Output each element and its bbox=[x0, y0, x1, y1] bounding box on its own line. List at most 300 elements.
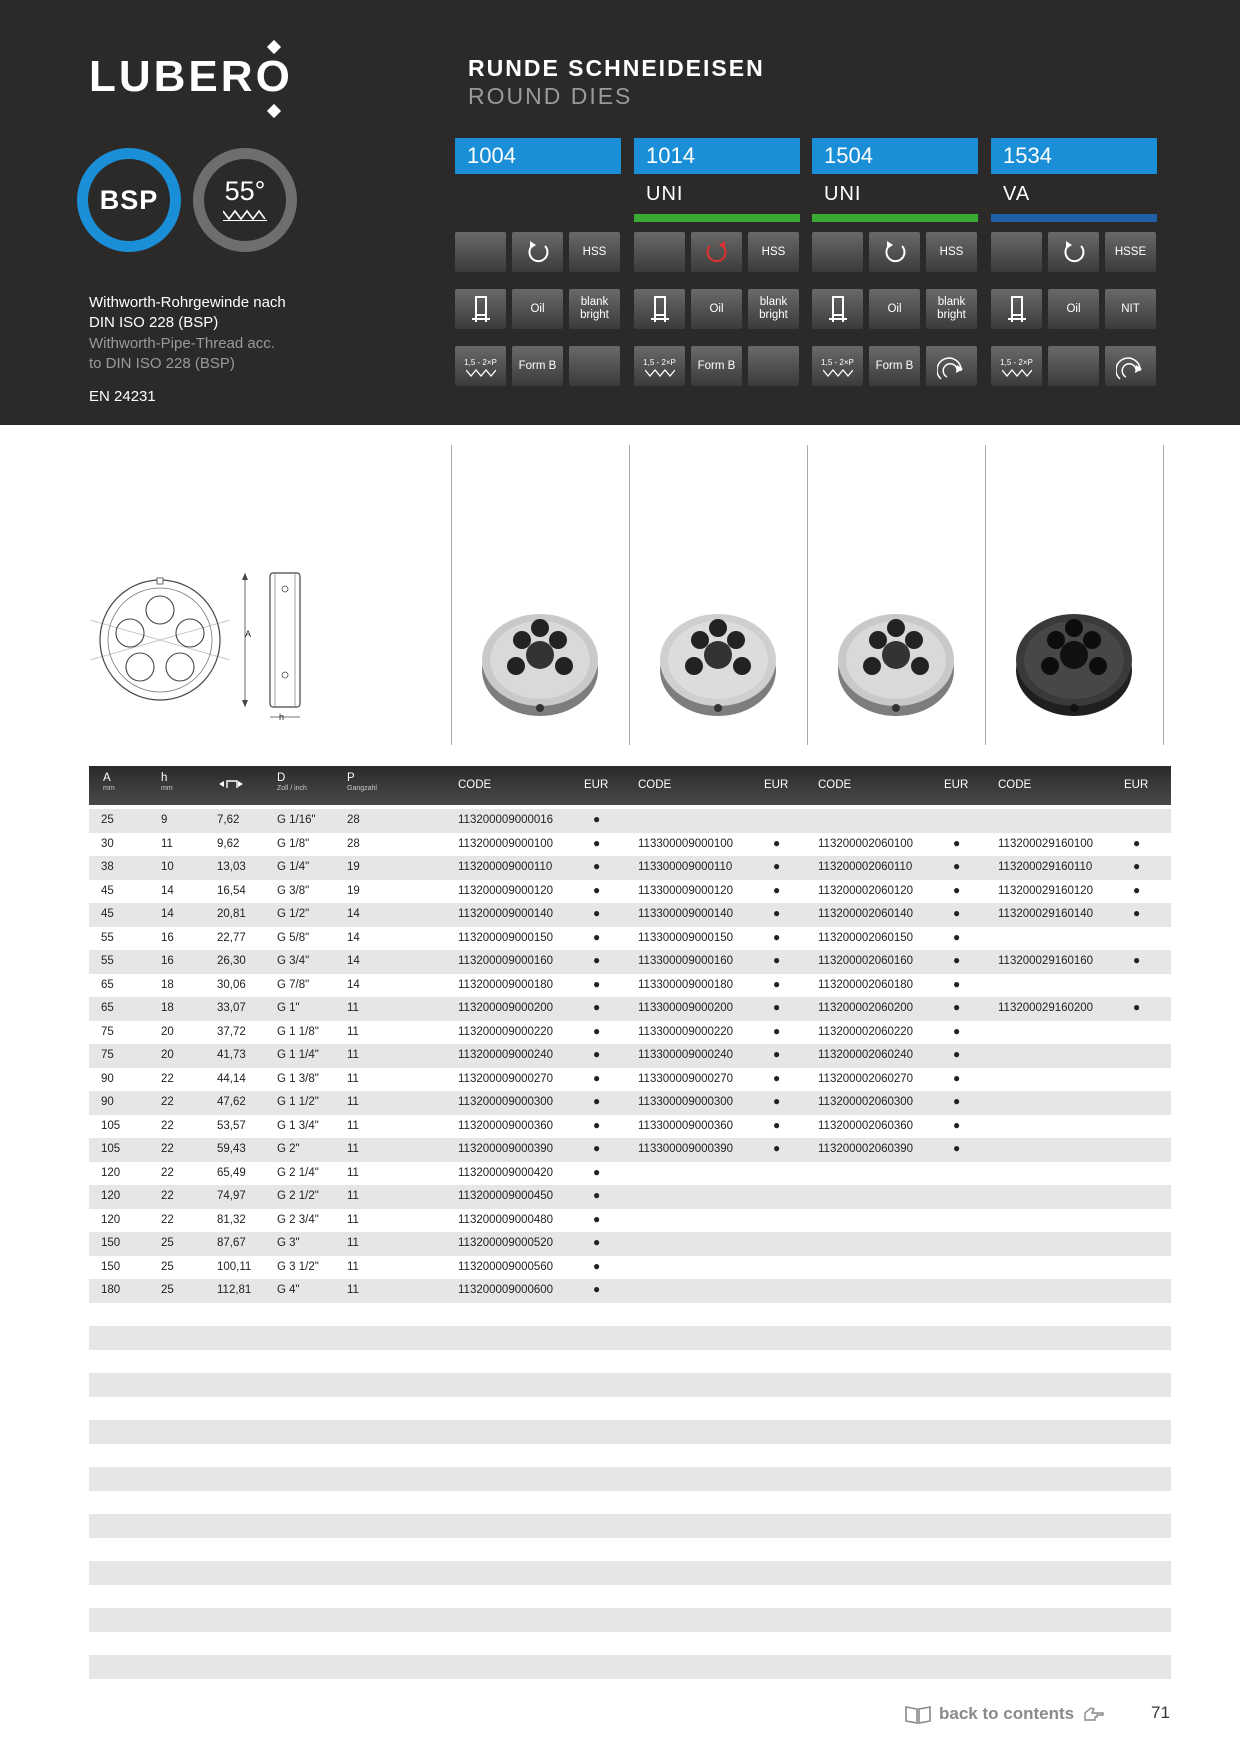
product-sub bbox=[455, 174, 621, 214]
cell-w: 81,32 bbox=[217, 1213, 246, 1226]
cell-d: G 1/2" bbox=[277, 908, 310, 920]
page-title-en: ROUND DIES bbox=[468, 83, 633, 109]
empty-icon bbox=[1048, 346, 1099, 386]
cell-a: 75 bbox=[101, 1025, 114, 1038]
cell-code: 113200009000120 bbox=[458, 884, 554, 897]
page-number: 71 bbox=[1151, 1703, 1170, 1722]
availability-dot: ● bbox=[773, 1047, 781, 1061]
product-1534 bbox=[991, 138, 1157, 386]
cell-code: 113200009000480 bbox=[458, 1213, 554, 1226]
table-row bbox=[89, 950, 1171, 974]
cell-d: G 1/16" bbox=[277, 814, 316, 826]
table-row bbox=[89, 1326, 1171, 1350]
availability-dot: ● bbox=[773, 1094, 781, 1108]
cell-code: 113200009000560 bbox=[458, 1260, 554, 1273]
thread-angle-badge bbox=[193, 148, 297, 252]
availability-dot: ● bbox=[1133, 859, 1141, 873]
cell-code: 113200009000450 bbox=[458, 1190, 554, 1202]
pitch-icon: 1,5 - 2×P bbox=[812, 346, 863, 386]
cell-h: 18 bbox=[161, 978, 174, 991]
cell-w: 33,07 bbox=[217, 1002, 246, 1014]
availability-dot: ● bbox=[1133, 906, 1141, 920]
table-row bbox=[89, 856, 1171, 880]
cell-a: 55 bbox=[101, 931, 114, 944]
availability-dot: ● bbox=[773, 835, 781, 850]
availability-dot: ● bbox=[593, 1094, 601, 1108]
cell-code: 113200009000110 bbox=[458, 861, 553, 873]
cell-d: G 7/8" bbox=[277, 978, 310, 991]
form-label: Form B bbox=[512, 346, 563, 386]
page-header bbox=[0, 0, 1240, 425]
cell-code: 113200002060220 bbox=[818, 1025, 914, 1038]
availability-dot: ● bbox=[593, 1000, 601, 1014]
table-row bbox=[89, 1091, 1171, 1115]
cell-a: 120 bbox=[101, 1213, 121, 1226]
cell-h: 20 bbox=[161, 1049, 174, 1061]
die-holder-icon bbox=[455, 289, 506, 329]
cell-w: 87,67 bbox=[217, 1237, 246, 1249]
cell-code: 113300009000110 bbox=[638, 861, 733, 873]
availability-dot: ● bbox=[593, 929, 601, 944]
availability-dot: ● bbox=[593, 1282, 601, 1296]
cell-code: 113300009000120 bbox=[638, 884, 734, 897]
product-code: 1504 bbox=[812, 138, 978, 174]
availability-dot: ● bbox=[773, 1023, 781, 1038]
table-row bbox=[89, 1420, 1171, 1444]
availability-dot: ● bbox=[953, 929, 961, 944]
empty-icon bbox=[569, 346, 620, 386]
thread-profile-icon bbox=[223, 209, 267, 221]
coating-label: blank bright bbox=[926, 289, 977, 329]
cell-code: 113300009000180 bbox=[638, 978, 734, 991]
cell-code: 113200009000420 bbox=[458, 1166, 554, 1179]
pitch-icon: 1,5 - 2×P bbox=[455, 346, 506, 386]
cell-code: 113200029160120 bbox=[998, 884, 1094, 897]
cell-w: 74,97 bbox=[217, 1190, 246, 1202]
table-row bbox=[89, 1138, 1171, 1162]
die-photo-1504 bbox=[834, 600, 959, 725]
col-code-1534: CODE bbox=[998, 779, 1032, 791]
cell-h: 22 bbox=[161, 1072, 174, 1085]
table-header bbox=[89, 766, 1171, 805]
table-row bbox=[89, 1632, 1171, 1656]
cell-d: G 4" bbox=[277, 1284, 300, 1296]
cell-p: 14 bbox=[347, 978, 360, 991]
dimension-h-label: h bbox=[279, 712, 285, 722]
product-code: 1014 bbox=[634, 138, 800, 174]
cell-code: 113200009000016 bbox=[458, 814, 554, 826]
cell-code: 113300009000270 bbox=[638, 1072, 734, 1085]
table-row bbox=[89, 1397, 1171, 1421]
cell-h: 22 bbox=[161, 1213, 174, 1226]
col-eur-1534: EUR bbox=[1124, 779, 1149, 791]
table-row bbox=[89, 974, 1171, 998]
dimension-a-label: A bbox=[245, 629, 252, 639]
availability-dot: ● bbox=[593, 882, 601, 897]
rotation-left-icon bbox=[691, 232, 742, 272]
product-1004 bbox=[455, 138, 621, 386]
cell-code: 113300009000200 bbox=[638, 1002, 734, 1014]
table-row bbox=[89, 1256, 1171, 1280]
cell-a: 150 bbox=[101, 1237, 121, 1249]
oil-label: Oil bbox=[512, 289, 563, 329]
product-code: 1004 bbox=[455, 138, 621, 174]
cell-d: G 1 1/4" bbox=[277, 1049, 319, 1061]
cell-h: 11 bbox=[161, 837, 173, 850]
cell-d: G 3/4" bbox=[277, 955, 310, 967]
col-a: A mm bbox=[103, 772, 115, 792]
col-p: P Gangzahl bbox=[347, 772, 377, 792]
cell-code: 113200002060240 bbox=[818, 1049, 914, 1061]
cell-p: 11 bbox=[347, 1260, 359, 1273]
product-1504 bbox=[812, 138, 978, 386]
material-label: HSS bbox=[569, 232, 620, 272]
cell-h: 20 bbox=[161, 1025, 174, 1038]
cell-p: 11 bbox=[347, 1119, 359, 1132]
cell-p: 11 bbox=[347, 1284, 359, 1296]
cell-code: 113200009000240 bbox=[458, 1049, 554, 1061]
cell-code: 113300009000300 bbox=[638, 1096, 734, 1108]
availability-dot: ● bbox=[953, 882, 961, 897]
cell-w: 47,62 bbox=[217, 1096, 246, 1108]
cell-p: 28 bbox=[347, 814, 360, 826]
cell-p: 11 bbox=[347, 1237, 359, 1249]
material-label: HSSE bbox=[1105, 232, 1156, 272]
availability-dot: ● bbox=[773, 859, 781, 873]
cell-p: 19 bbox=[347, 861, 360, 873]
cell-code: 113200009000150 bbox=[458, 931, 554, 944]
col-eur-1004: EUR bbox=[584, 779, 609, 791]
availability-dot: ● bbox=[953, 1000, 961, 1014]
cell-a: 45 bbox=[101, 884, 114, 897]
cell-code: 113200002060160 bbox=[818, 955, 914, 967]
availability-dot: ● bbox=[773, 953, 781, 967]
coating-label: blank bright bbox=[748, 289, 799, 329]
material-label: HSS bbox=[748, 232, 799, 272]
blank-icon bbox=[812, 232, 863, 272]
cell-p: 11 bbox=[347, 1166, 359, 1179]
cell-code: 113200002060390 bbox=[818, 1143, 914, 1155]
thread-type-badge bbox=[77, 148, 181, 252]
table-row bbox=[89, 1350, 1171, 1374]
table-row bbox=[89, 1561, 1171, 1585]
back-to-contents-link[interactable] bbox=[905, 1704, 1104, 1724]
table-row bbox=[89, 880, 1171, 904]
cell-h: 14 bbox=[161, 908, 174, 920]
cell-code: 113300009000140 bbox=[638, 908, 734, 920]
cell-h: 22 bbox=[161, 1143, 174, 1155]
cell-h: 9 bbox=[161, 814, 168, 826]
cell-code: 113200029160100 bbox=[998, 837, 1094, 850]
cell-d: G 5/8" bbox=[277, 931, 310, 944]
availability-dot: ● bbox=[1133, 882, 1141, 897]
cell-code: 113200029160200 bbox=[998, 1002, 1094, 1014]
table-row bbox=[89, 1162, 1171, 1186]
cell-p: 14 bbox=[347, 955, 360, 967]
cell-code: 113200009000360 bbox=[458, 1119, 554, 1132]
availability-dot: ● bbox=[593, 976, 601, 991]
cell-h: 22 bbox=[161, 1166, 174, 1179]
cell-d: G 1 1/8" bbox=[277, 1025, 319, 1038]
cell-code: 113200009000390 bbox=[458, 1143, 554, 1155]
table-row bbox=[89, 833, 1171, 857]
table-row bbox=[89, 1232, 1171, 1256]
availability-dot: ● bbox=[953, 1070, 961, 1085]
table-row bbox=[89, 1655, 1171, 1679]
availability-dot: ● bbox=[773, 1117, 781, 1132]
availability-dot: ● bbox=[953, 1117, 961, 1132]
cell-d: G 3/8" bbox=[277, 884, 310, 897]
cell-d: G 2 1/4" bbox=[277, 1166, 319, 1179]
availability-dot: ● bbox=[773, 1141, 781, 1155]
cell-d: G 1 3/4" bbox=[277, 1119, 319, 1132]
thread-type-label: BSP bbox=[99, 184, 159, 215]
cell-a: 45 bbox=[101, 908, 114, 920]
standard-en-number: EN 24231 bbox=[89, 388, 156, 405]
cell-code: 113300009000390 bbox=[638, 1143, 734, 1155]
cell-code: 113200002060270 bbox=[818, 1072, 914, 1085]
empty-icon bbox=[748, 346, 799, 386]
cell-code: 113200029160110 bbox=[998, 861, 1093, 873]
material-label: HSS bbox=[926, 232, 977, 272]
cell-code: 113300009000240 bbox=[638, 1049, 734, 1061]
cell-code: 113200009000220 bbox=[458, 1025, 554, 1038]
cell-d: G 3" bbox=[277, 1237, 300, 1249]
table-row bbox=[89, 809, 1171, 833]
cell-h: 22 bbox=[161, 1190, 174, 1202]
table-row bbox=[89, 1068, 1171, 1092]
die-technical-drawing bbox=[85, 565, 325, 730]
blank-icon bbox=[455, 232, 506, 272]
cell-code: 113200009000100 bbox=[458, 837, 554, 850]
cell-a: 90 bbox=[101, 1072, 114, 1085]
cell-code: 113200009000600 bbox=[458, 1284, 554, 1296]
spiral-icon bbox=[926, 346, 977, 386]
availability-dot: ● bbox=[953, 976, 961, 991]
table-row bbox=[89, 927, 1171, 951]
cell-code: 113200002060100 bbox=[818, 837, 914, 850]
cell-a: 25 bbox=[101, 814, 114, 826]
cell-w: 7,62 bbox=[217, 814, 240, 826]
cell-w: 13,03 bbox=[217, 861, 246, 873]
availability-dot: ● bbox=[773, 929, 781, 944]
cell-code: 113200002060180 bbox=[818, 978, 914, 991]
availability-dot: ● bbox=[953, 835, 961, 850]
form-label: Form B bbox=[691, 346, 742, 386]
cell-code: 113300009000220 bbox=[638, 1025, 734, 1038]
availability-dot: ● bbox=[593, 1023, 601, 1038]
cell-p: 11 bbox=[347, 1002, 359, 1014]
cell-h: 14 bbox=[161, 884, 174, 897]
cell-d: G 1" bbox=[277, 1002, 300, 1014]
cell-code: 113300009000100 bbox=[638, 837, 734, 850]
table-row bbox=[89, 1585, 1171, 1609]
availability-dot: ● bbox=[953, 953, 961, 967]
availability-dot: ● bbox=[953, 1094, 961, 1108]
cell-code: 113200002060200 bbox=[818, 1002, 914, 1014]
pitch-icon: 1,5 - 2×P bbox=[991, 346, 1042, 386]
cell-code: 113200009000270 bbox=[458, 1072, 554, 1085]
cell-p: 11 bbox=[347, 1072, 359, 1085]
availability-dot: ● bbox=[953, 1023, 961, 1038]
cell-code: 113200002060140 bbox=[818, 908, 914, 920]
cell-w: 20,81 bbox=[217, 908, 246, 920]
product-sub: UNI bbox=[824, 183, 862, 205]
availability-dot: ● bbox=[773, 882, 781, 897]
cell-p: 11 bbox=[347, 1143, 359, 1155]
cell-w: 112,81 bbox=[217, 1284, 252, 1296]
cell-code: 113200002060110 bbox=[818, 861, 913, 873]
oil-label: Oil bbox=[869, 289, 920, 329]
cell-w: 44,14 bbox=[217, 1072, 246, 1085]
cell-p: 11 bbox=[347, 1025, 359, 1038]
cell-h: 22 bbox=[161, 1096, 174, 1108]
cell-p: 19 bbox=[347, 884, 360, 897]
col-d: D Zoll / inch bbox=[277, 772, 307, 792]
availability-dot: ● bbox=[593, 1047, 601, 1061]
availability-dot: ● bbox=[593, 1188, 601, 1202]
availability-dot: ● bbox=[593, 906, 601, 920]
table-row bbox=[89, 1209, 1171, 1233]
cell-code: 113200029160160 bbox=[998, 955, 1094, 967]
spiral-icon bbox=[1105, 346, 1156, 386]
coating-label: blank bright bbox=[569, 289, 620, 329]
availability-dot: ● bbox=[593, 1141, 601, 1155]
die-photo-1014 bbox=[656, 600, 781, 725]
page-title-de: RUNDE SCHNEIDEISEN bbox=[468, 55, 765, 81]
standard-en: Withworth-Pipe-Thread acc. to DIN ISO 228 (BSP) bbox=[89, 335, 275, 372]
rotation-right-icon bbox=[1048, 232, 1099, 272]
table-row bbox=[89, 1467, 1171, 1491]
table-row bbox=[89, 1303, 1171, 1327]
cell-d: G 1 3/8" bbox=[277, 1072, 319, 1085]
availability-dot: ● bbox=[773, 906, 781, 920]
cell-h: 18 bbox=[161, 1002, 174, 1014]
cell-h: 16 bbox=[161, 955, 174, 967]
table-row bbox=[89, 1444, 1171, 1468]
cell-a: 65 bbox=[101, 978, 114, 991]
cell-a: 30 bbox=[101, 837, 114, 850]
cell-w: 16,54 bbox=[217, 884, 246, 897]
cell-w: 41,73 bbox=[217, 1049, 246, 1061]
table-row bbox=[89, 1514, 1171, 1538]
table-row bbox=[89, 1373, 1171, 1397]
oil-label: Oil bbox=[1048, 289, 1099, 329]
table-row bbox=[89, 1185, 1171, 1209]
cell-a: 150 bbox=[101, 1260, 121, 1273]
cell-code: 113200029160140 bbox=[998, 908, 1094, 920]
cell-h: 16 bbox=[161, 931, 174, 944]
availability-dot: ● bbox=[593, 1235, 601, 1249]
product-sub: UNI bbox=[646, 183, 684, 205]
die-photo-1004 bbox=[478, 600, 603, 725]
cell-d: G 1/4" bbox=[277, 861, 310, 873]
table-row bbox=[89, 1044, 1171, 1068]
oil-label: Oil bbox=[691, 289, 742, 329]
availability-dot: ● bbox=[773, 1000, 781, 1014]
cell-a: 65 bbox=[101, 1002, 114, 1014]
pitch-icon: 1,5 - 2×P bbox=[634, 346, 685, 386]
col-eur-1014: EUR bbox=[764, 779, 789, 791]
cell-code: 113200009000200 bbox=[458, 1002, 554, 1014]
cell-a: 180 bbox=[101, 1284, 121, 1296]
pointing-hand-icon bbox=[1082, 1705, 1104, 1723]
form-label: Form B bbox=[869, 346, 920, 386]
cell-w: 53,57 bbox=[217, 1119, 246, 1132]
table-row bbox=[89, 1115, 1171, 1139]
cell-a: 90 bbox=[101, 1096, 114, 1108]
availability-dot: ● bbox=[953, 906, 961, 920]
cell-p: 11 bbox=[347, 1096, 359, 1108]
product-1014 bbox=[634, 138, 800, 386]
cell-code: 113300009000150 bbox=[638, 931, 734, 944]
availability-dot: ● bbox=[593, 1211, 601, 1226]
die-holder-icon bbox=[991, 289, 1042, 329]
cell-p: 28 bbox=[347, 837, 360, 850]
col-h: h mm bbox=[161, 772, 173, 792]
cell-w: 30,06 bbox=[217, 978, 246, 991]
cell-code: 113200002060120 bbox=[818, 884, 914, 897]
cell-code: 113200009000180 bbox=[458, 978, 554, 991]
cell-p: 14 bbox=[347, 931, 360, 944]
blank-icon bbox=[991, 232, 1042, 272]
table-row bbox=[89, 1279, 1171, 1303]
availability-dot: ● bbox=[593, 1164, 601, 1179]
availability-dot: ● bbox=[773, 1070, 781, 1085]
die-holder-icon bbox=[812, 289, 863, 329]
availability-dot: ● bbox=[953, 859, 961, 873]
cell-code: 113200009000160 bbox=[458, 955, 554, 967]
col-code-1014: CODE bbox=[638, 779, 672, 791]
cell-w: 59,43 bbox=[217, 1143, 246, 1155]
availability-dot: ● bbox=[593, 812, 601, 826]
cell-w: 22,77 bbox=[217, 931, 246, 944]
availability-dot: ● bbox=[593, 859, 601, 873]
die-photo-1534 bbox=[1012, 600, 1137, 725]
cell-code: 113200002060300 bbox=[818, 1096, 914, 1108]
coating-label: NIT bbox=[1105, 289, 1156, 329]
table-row bbox=[89, 997, 1171, 1021]
cell-a: 55 bbox=[101, 955, 114, 967]
product-code: 1534 bbox=[991, 138, 1157, 174]
cell-h: 25 bbox=[161, 1237, 174, 1249]
brand-logo: LUBERO bbox=[89, 52, 293, 101]
blank-icon bbox=[634, 232, 685, 272]
wrench-size-icon bbox=[219, 779, 243, 792]
cell-w: 9,62 bbox=[217, 837, 240, 850]
cell-d: G 1 1/2" bbox=[277, 1096, 319, 1108]
table-row bbox=[89, 1491, 1171, 1515]
table-row bbox=[89, 1608, 1171, 1632]
back-to-contents-label: back to contents bbox=[939, 1704, 1075, 1723]
cell-a: 120 bbox=[101, 1166, 121, 1179]
cell-code: 113200002060360 bbox=[818, 1119, 914, 1132]
cell-p: 14 bbox=[347, 908, 360, 920]
cell-d: G 1/8" bbox=[277, 837, 310, 850]
availability-dot: ● bbox=[953, 1141, 961, 1155]
cell-h: 10 bbox=[161, 861, 174, 873]
cell-h: 25 bbox=[161, 1284, 174, 1296]
table-row bbox=[89, 1021, 1171, 1045]
rotation-right-icon bbox=[869, 232, 920, 272]
cell-d: G 3 1/2" bbox=[277, 1260, 319, 1273]
cell-w: 100,11 bbox=[217, 1260, 252, 1273]
cell-p: 11 bbox=[347, 1213, 359, 1226]
book-icon bbox=[905, 1704, 931, 1724]
cell-h: 25 bbox=[161, 1260, 174, 1273]
cell-code: 113200009000520 bbox=[458, 1237, 554, 1249]
cell-h: 22 bbox=[161, 1119, 174, 1132]
